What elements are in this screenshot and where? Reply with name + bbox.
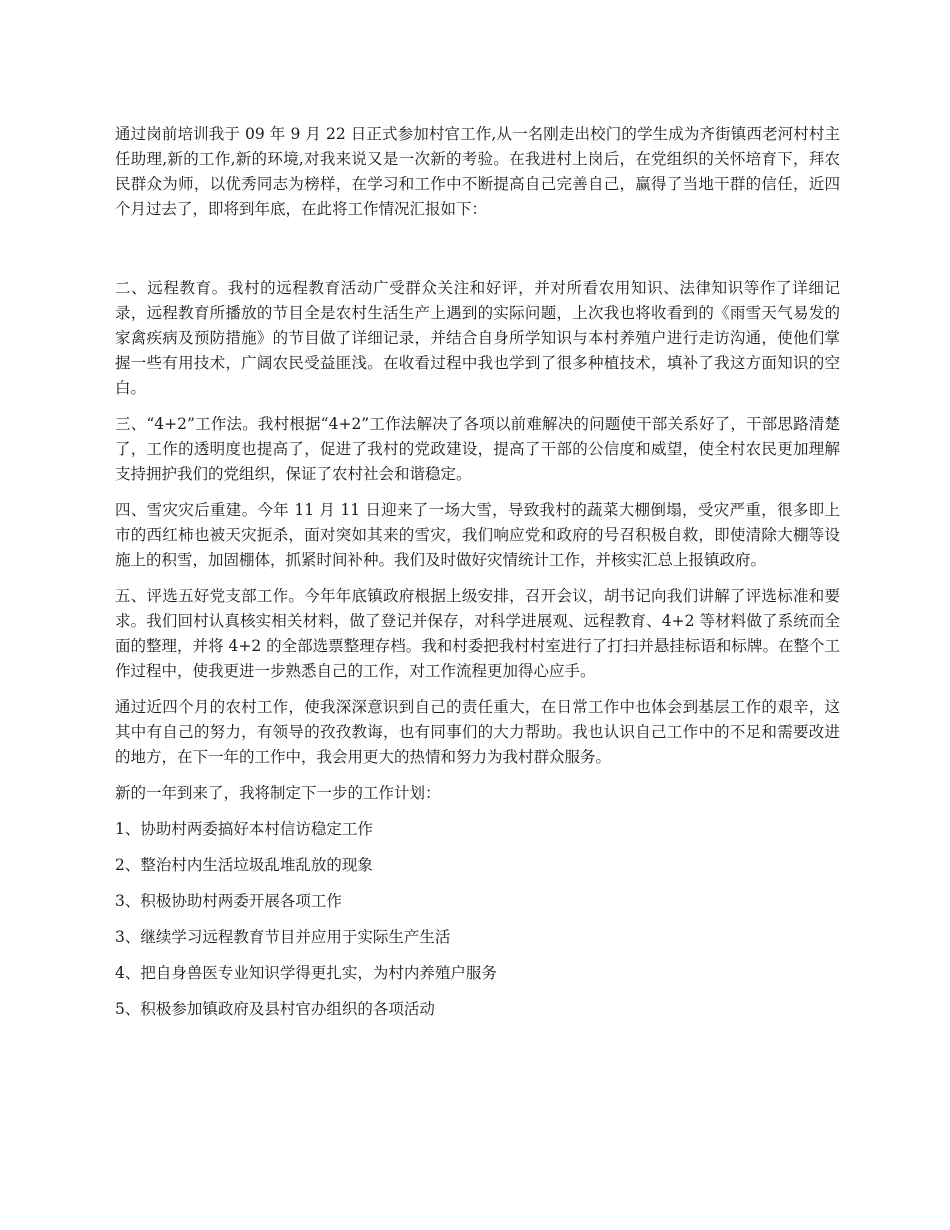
snow-disaster-paragraph: 四、雪灾灾后重建。今年 11 月 11 日迎来了一场大雪，导致我村的蔬菜大棚倒塌，受灾严重，很多即上市的西红柿也被天灾扼杀，面对突如其来的雪灾，我们响应党和政府的号召积极自救，即使清除大棚等设施上的积雪，加固棚体，抓紧时间补种。我们及时做好灾情统计工作，并核实汇总上报镇政府。 — [115, 501, 840, 569]
document-body — [115, 122, 840, 1033]
list-item: 2、整治村内生活垃圾乱堆乱放的现象 — [115, 856, 373, 874]
list-item: 1、协助村两委搞好本村信访稳定工作 — [115, 820, 373, 838]
party-branch-paragraph: 五、评选五好党支部工作。今年年底镇政府根据上级安排，召开会议，胡书记向我们讲解了评选标准和要求。我们回村认真核实相关材料，做了登记并保存，对科学进展观、远程教育、4+2 等材料做了系统而全面的整理，并将 4+2 的全部选票整理存档。我和村委把我村村室进行了打扫并悬挂标语和标牌。在整个工作过程中，使我更进一步熟悉自己的工作，对工作流程更加得心应手。 — [115, 587, 840, 680]
remote-education-paragraph: 二、远程教育。我村的远程教育活动广受群众关注和好评，并对所看农用知识、法律知识等作了详细记录，远程教育所播放的节目全是农村生活生产上遇到的实际问题，上次我也将收看到的《雨雪天气易发的家禽疾病及预防措施》的节目做了详细记录，并结合自身所学知识与本村养殖户进行走访沟通，使他们掌握一些有用技术，广阔农民受益匪浅。在收看过程中我也学到了很多种植技术，填补了我这方面知识的空白。 — [115, 279, 840, 397]
list-item: 3、继续学习远程教育节目并应用于实际生产生活 — [115, 928, 451, 946]
plan-list — [115, 817, 840, 1022]
plan-intro-paragraph: 新的一年到来了，我将制定下一步的工作计划： — [115, 784, 441, 802]
work-method-paragraph: 三、“4+2”工作法。我村根据“4+2”工作法解决了各项以前难解决的问题使干部关系好了，干部思路清楚了，工作的透明度也提高了，促进了我村的党政建设，提高了干部的公信度和威望，使全村农民更加理解支持拥护我们的党组织，保证了农村社会和谐稳定。 — [115, 415, 840, 483]
list-item: 3、积极协助村两委开展各项工作 — [115, 892, 342, 910]
list-item: 4、把自身兽医专业知识学得更扎实，为村内养殖户服务 — [115, 964, 497, 982]
list-item: 5、积极参加镇政府及县村官办组织的各项活动 — [115, 1000, 435, 1018]
summary-paragraph: 通过近四个月的农村工作，使我深深意识到自己的责任重大，在日常工作中也体会到基层工作的艰辛，这其中有自己的努力，有领导的孜孜教诲，也有同事们的大力帮助。我也认识自己工作中的不足和需要改进的地方，在下一年的工作中，我会用更大的热情和努力为我村群众服务。 — [115, 698, 840, 766]
intro-paragraph: 通过岗前培训我于 09 年 9 月 22 日正式参加村官工作,从一名刚走出校门的学生成为齐街镇西老河村村主任助理,新的工作,新的环境,对我来说又是一次新的考验。在我进村上岗后，在党组织的关怀培育下，拜农民群众为师，以优秀同志为榜样，在学习和工作中不断提高自己完善自己，赢得了当地干群的信任，近四个月过去了，即将到年底，在此将工作情况汇报如下： — [115, 125, 840, 218]
